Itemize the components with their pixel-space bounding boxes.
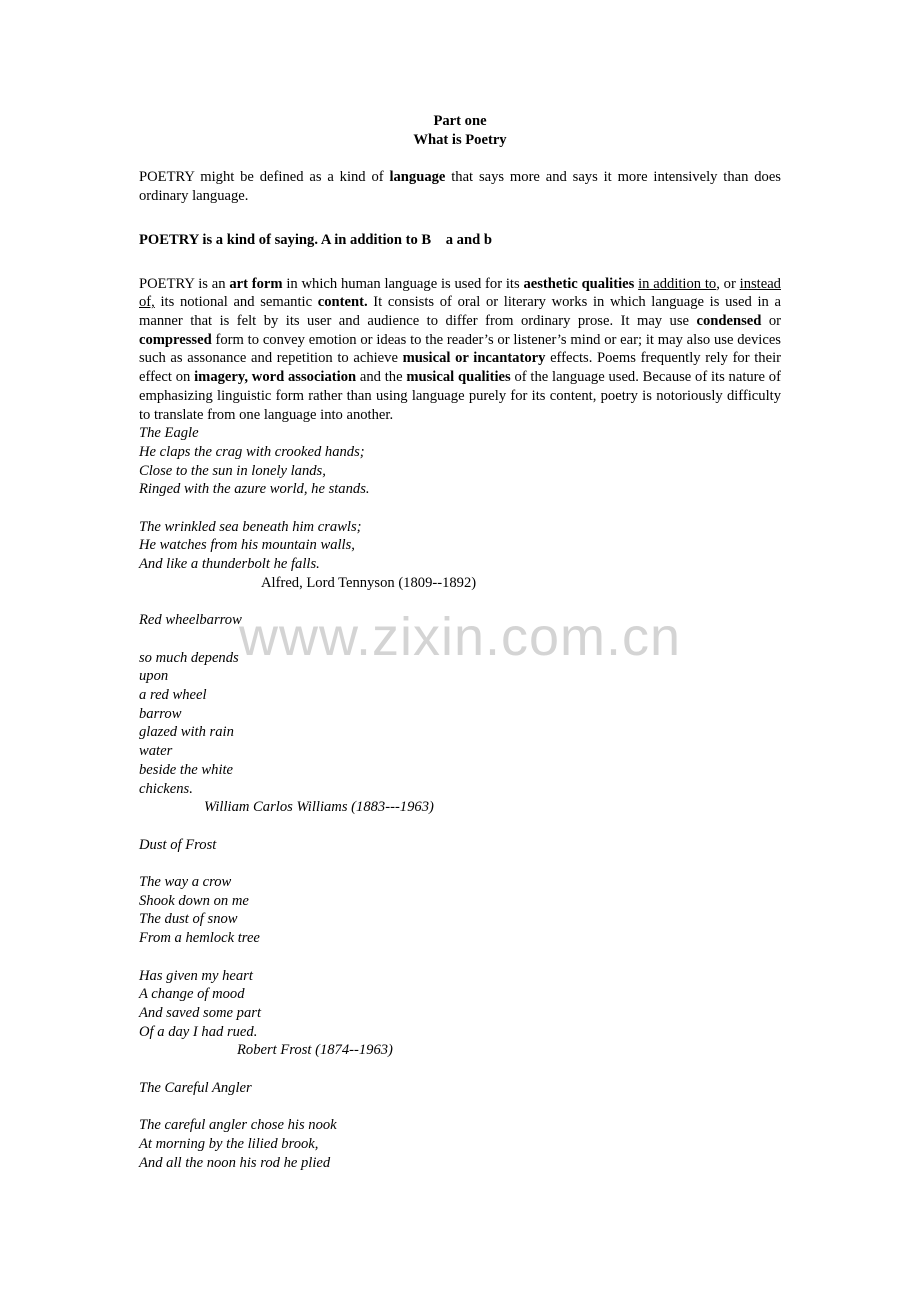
poem-line: And all the noon his rod he plied <box>139 1154 331 1171</box>
def-text: its notional and semantic <box>154 294 318 311</box>
poem-line: so much depends <box>139 649 239 666</box>
poem-line: And saved some part <box>139 1004 262 1021</box>
def-bold: imagery, word association <box>194 369 357 386</box>
poem-line: The careful angler chose his nook <box>139 1117 337 1134</box>
poem-line: Close to the sun in lonely lands, <box>139 462 326 479</box>
def-text: , or <box>716 275 740 292</box>
def-underline: in addition to <box>638 275 717 292</box>
poem-author: Alfred, Lord Tennyson (1809--1892) <box>261 574 477 591</box>
poem-line: He watches from his mountain walls, <box>139 537 355 554</box>
page-title: What is Poetry <box>413 131 507 148</box>
def-text: in which human language is used for its <box>282 275 524 292</box>
poem-line: Shook down on me <box>139 892 249 909</box>
def-text: effects. Poems frequently rely for their effect on <box>139 350 781 386</box>
poem-line: A change of mood <box>139 986 245 1003</box>
def-text: or <box>761 312 782 329</box>
poem-line: The dust of snow <box>139 911 238 928</box>
intro-paragraph <box>139 168 781 205</box>
definition-paragraph <box>139 275 781 425</box>
def-bold: musical qualities <box>406 369 511 386</box>
def-text: form to convey emotion or ideas to the reader’s or listener’s mind or ear; it may also use devices such as assonance and repetition to achieve <box>139 331 781 367</box>
def-text: of the language used. Because of its nature of emphasizing linguistic form rather than using language purely for its content, poetry is notoriously difficulty to translate from one language into another. <box>139 369 781 423</box>
poem-line: The wrinkled sea beneath him crawls; <box>139 518 362 535</box>
intro-bold-language: language <box>389 169 446 186</box>
poem-title: Dust of Frost <box>139 836 217 853</box>
def-text: and the <box>356 369 407 386</box>
poem-title: The Careful Angler <box>139 1079 252 1096</box>
poem-line: beside the white <box>139 761 234 778</box>
poem-line: barrow <box>139 705 182 722</box>
poem-line: And like a thunderbolt he falls. <box>139 556 320 573</box>
def-text: POETRY is an <box>139 275 230 292</box>
poem-line: From a hemlock tree <box>139 930 260 947</box>
poem-author: Robert Frost (1874--1963) <box>237 1042 393 1059</box>
part-title: Part one <box>433 113 487 129</box>
def-bold: compressed <box>139 331 212 348</box>
poem-line: Of a day I had rued. <box>139 1023 258 1040</box>
def-bold: content. <box>317 294 368 311</box>
poem-line: upon <box>139 668 169 685</box>
poem-title: Red wheelbarrow <box>139 612 242 629</box>
poem-line: He claps the crag with crooked hands; <box>139 443 365 460</box>
watermark: www.zixin.com.cn <box>238 607 682 667</box>
def-bold: condensed <box>696 312 762 329</box>
def-bold: art form <box>229 275 283 292</box>
poem-eagle <box>139 424 781 574</box>
poem-line: The way a crow <box>139 874 232 890</box>
poem-author: William Carlos Williams (1883---1963) <box>204 799 434 816</box>
poem-line: Ringed with the azure world, he stands. <box>139 481 370 498</box>
poem-line: Has given my heart <box>139 967 253 984</box>
def-underline: instead of, <box>139 275 781 311</box>
poem-title: The Eagle <box>139 425 199 442</box>
poem-line: At morning by the lilied brook, <box>139 1135 319 1152</box>
intro-text-end: that says more and says it more intensively than does ordinary language. <box>139 169 781 204</box>
intro-text: POETRY might be defined as a kind of <box>139 169 390 186</box>
def-bold: aesthetic qualities <box>523 275 635 292</box>
document-page <box>139 112 781 1172</box>
poem-line: glazed with rain <box>139 724 234 741</box>
poem-dust-of-frost <box>139 836 781 1060</box>
poem-line: chickens. <box>139 780 193 797</box>
poem-line: a red wheel <box>139 687 207 703</box>
saying-heading: POETRY is a kind of saying. A in addition to B a and b <box>139 232 492 249</box>
poem-wheelbarrow <box>139 611 781 817</box>
def-bold: musical or incantatory <box>402 350 546 367</box>
def-text: It consists of oral or literary works in which language is used in a manner that is felt by its user and audience to differ from ordinary prose. It may use <box>139 294 781 329</box>
poem-careful-angler <box>139 1079 781 1173</box>
poem-line: water <box>139 743 173 760</box>
